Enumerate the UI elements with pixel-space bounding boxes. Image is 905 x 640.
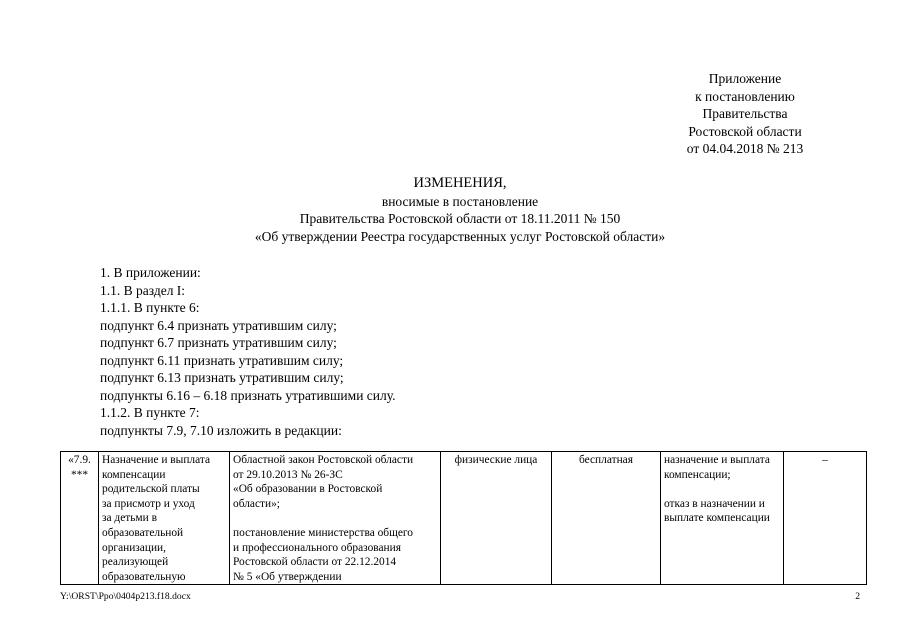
cell-legal-basis: [230, 452, 441, 585]
paragraph: подпункт 6.4 признать утратившим силу;: [100, 317, 337, 333]
legal-line: Областной закон Ростовской области: [233, 454, 414, 466]
paragraph: подпункт 6.7 признать утратившим силу;: [100, 335, 337, 350]
paragraph: подпункт 6.13 признать утратившим силу;: [100, 370, 344, 385]
legal-line: постановление министерства общего: [233, 526, 414, 539]
cell-cost: [552, 452, 661, 585]
cell-recipients: [441, 452, 552, 585]
number-text: «7.9.: [68, 454, 91, 466]
result-line: отказ в назначении и: [664, 497, 765, 510]
service-line: образовательную: [102, 570, 186, 583]
service-line: реализующей: [102, 556, 169, 569]
services-table: [60, 451, 867, 585]
number-marker: ***: [70, 468, 89, 481]
legal-line: от 29.10.2013 № 26-ЗС: [233, 468, 343, 481]
legal-line: Ростовской области от 22.12.2014: [233, 556, 397, 569]
paragraph: 1.1.1. В пункте 6:: [100, 300, 200, 315]
paragraph: 1. В приложении:: [100, 265, 201, 280]
service-line: родительской платы: [102, 483, 200, 496]
cell-service-name: [99, 452, 230, 585]
appendix-line: Правительства: [702, 106, 788, 121]
service-line: образовательной: [102, 526, 184, 539]
result-gap: [664, 482, 780, 497]
legal-line: «Об образовании в Ростовской: [233, 483, 383, 496]
legal-line: № 5 «Об утверждении: [233, 570, 342, 583]
dash-text: –: [822, 454, 828, 466]
cost-text: бесплатная: [579, 454, 633, 466]
service-line: за присмотр и уход: [102, 497, 195, 510]
paragraph: 1.1.2. В пункте 7:: [100, 405, 200, 420]
cell-number: [61, 452, 99, 585]
legal-line: и профессионального образования: [233, 541, 401, 554]
service-line: организации,: [102, 541, 166, 554]
cell-result: [661, 452, 784, 585]
appendix-line: к постановлению: [695, 88, 795, 104]
recipients-text: физические лица: [454, 454, 538, 466]
footer-file-path: Y:\ORST\Ppo\0404p213.f18.docx: [60, 591, 191, 602]
cell-last: [784, 452, 867, 585]
service-line: компенсации: [102, 468, 166, 481]
table-row: [61, 452, 867, 585]
body-text: [100, 264, 820, 439]
title-line: вносимые в постановление: [381, 193, 539, 209]
appendix-line: Приложение: [708, 71, 782, 86]
legal-line: области»;: [233, 497, 280, 510]
service-line: Назначение и выплата: [102, 454, 211, 466]
page-number: 2: [855, 591, 860, 602]
title-line: «Об утверждении Реестра государственных услуг Ростовской области»: [254, 228, 666, 244]
paragraph: подпункты 6.16 – 6.18 признать утратившими силу.: [100, 387, 396, 403]
result-line: компенсации;: [664, 468, 731, 481]
appendix-date-number: от 04.04.2018 № 213: [686, 141, 804, 156]
title-line: Правительства Ростовской области от 18.11.2011 № 150: [299, 211, 621, 226]
paragraph: подпункт 6.11 признать утратившим силу;: [100, 352, 344, 368]
document-title: ИЗМЕНЕНИЯ,: [413, 175, 507, 191]
appendix-line: Ростовской области: [688, 123, 802, 139]
paragraph: подпункты 7.9, 7.10 изложить в редакции:: [100, 422, 342, 438]
service-line: за детьми в: [102, 512, 157, 525]
result-line: выплате компенсации: [664, 512, 770, 525]
paragraph: 1.1. В раздел I:: [100, 282, 186, 298]
result-line: назначение и выплата: [664, 454, 770, 466]
document-title-block: [150, 175, 770, 245]
legal-gap: [233, 511, 437, 526]
appendix-header: [640, 70, 850, 158]
